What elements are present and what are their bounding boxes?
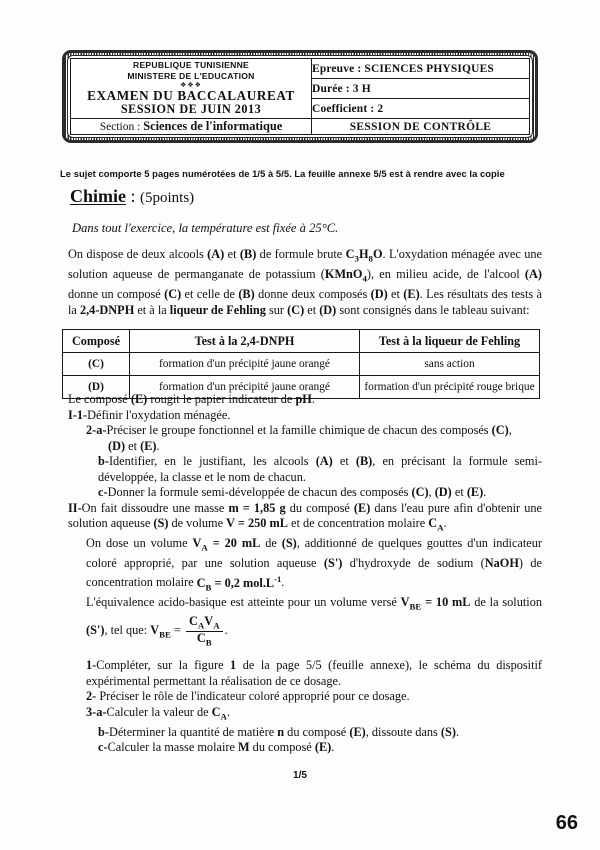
question-II-3a (68, 705, 542, 725)
header-institution-cell (71, 59, 312, 119)
qb3a-ca (211, 704, 227, 722)
compound-a: (A) (207, 247, 225, 261)
q2b-and: et (332, 454, 356, 468)
cell-fehling-d: formation d'un précipité rouge brique (360, 376, 540, 399)
exam-header-banner (62, 50, 538, 143)
equiv-t1: L'équivalence acido-basique est atteinte pour un volume versé (86, 595, 401, 610)
table-row (63, 353, 540, 376)
qb3c-compound-e: (E) (314, 740, 332, 755)
section-title-text: Chimie (70, 186, 126, 206)
stmt-t8: donne deux composés (254, 287, 371, 302)
cell-compose-c: (C) (63, 353, 130, 376)
question-2a-text: Préciser le groupe fonctionnel et la famille chimique de chacun des composés (106, 423, 492, 437)
frac-va-subscript: A (213, 620, 220, 631)
frac-cb-symbol: C (196, 630, 206, 645)
dose-t1: On dose un volume (86, 535, 193, 550)
compound-c-2: (C) (287, 302, 305, 317)
formula-h: H (358, 247, 369, 261)
question-2b-text: Identifier, en le justifiant, les alcools (108, 454, 316, 468)
qb1-t2: de la page 5/5 (feuille annexe), le schéma du dispositif expérimental permettant la réalisation de ce dosage. (86, 658, 542, 688)
intro-e-compound: (E) (130, 392, 148, 406)
fraction-denominator (186, 632, 223, 647)
question-II-3b (68, 725, 542, 741)
compound-e-note (68, 392, 542, 408)
vbe-subscript: BE (409, 601, 422, 612)
question-I-1 (68, 408, 542, 424)
cb-value: = 0,2 mol.L (211, 575, 275, 590)
fraction-numerator (186, 615, 223, 631)
vbe-value: = 10 mL (421, 595, 471, 610)
molar-mass-m: M (238, 740, 250, 755)
part2-t6: . (443, 516, 447, 530)
stmt-t7: et celle de (181, 287, 239, 302)
equals-sign: = (170, 623, 185, 638)
column-header-dnph: Test à la 2,4-DNPH (130, 330, 360, 353)
q2a-and: et (125, 438, 141, 453)
cb-exponent: -1 (274, 573, 282, 584)
question-II (68, 501, 542, 536)
qb1-t1: Compléter, sur la figure (96, 658, 231, 673)
qb3a-c-subscript: A (220, 711, 227, 722)
stmt-t5: ), en milieu acide, de l'alcool (366, 267, 525, 282)
volume-value: V = 250 mL (226, 516, 288, 530)
part2-compound-e: (E) (353, 500, 371, 515)
kmno4-k: KMnO (324, 267, 363, 282)
header-session: SESSION DE JUIN 2013 (120, 102, 262, 117)
qb3b-end: . (455, 724, 460, 739)
question-2c-number: c- (98, 485, 108, 499)
compound-b: (B) (239, 247, 257, 261)
page-count-notice: Le sujet comporte 5 pages numérotées de 1/5 à 5/5. La feuille annexe 5/5 est à rendre avec la copie (60, 168, 505, 179)
stmt-t10: . Les résultats des tests à la (68, 287, 542, 317)
header-inner-frame (67, 55, 533, 138)
q2a-cont (86, 439, 160, 453)
part2-t3: dans l'eau pure afin d'obtenir une solution aqueuse (68, 500, 542, 530)
formula-3: 3 (354, 253, 359, 264)
cell-compose-d: (D) (63, 376, 130, 399)
stmt-t2: et (224, 247, 240, 261)
volume-va (192, 535, 261, 553)
header-table (70, 58, 530, 135)
formula-o: O (372, 247, 383, 261)
folio-number: 1/5 (293, 770, 307, 781)
stmt-t4: . L'oxydation ménagée avec une solution aqueuse de permanganate de potassium ( (68, 247, 542, 282)
vbe-symbol: V (400, 595, 410, 610)
frac-cb-subscript: B (205, 637, 212, 648)
section-title-colon: : (126, 186, 141, 206)
questions-list (68, 392, 542, 756)
q2a-end: . (156, 438, 160, 453)
compound-d: (D) (370, 287, 388, 302)
molecular-formula (345, 247, 383, 264)
table-header-row (63, 330, 540, 353)
header-session-type: SESSION DE CONTRÔLE (312, 119, 530, 135)
question-2b (68, 454, 542, 485)
qb3a-text: Calculer la valeur de (106, 704, 212, 719)
equivalence-paragraph (68, 595, 542, 647)
part2-t4: de volume (168, 516, 227, 530)
concentration-ca (428, 516, 444, 533)
column-header-fehling: Test à la liqueur de Fehling (360, 330, 540, 353)
stmt-t13: et (304, 302, 320, 317)
header-coefficient: Coefficient : 2 (312, 99, 530, 119)
compound-c: (C) (164, 287, 182, 302)
q2a-compound-d: (D) (108, 438, 126, 453)
question-II-3a-number: 3-a- (86, 704, 107, 719)
cb-subscript: B (205, 581, 212, 592)
equiv-t3: , tel que: (104, 623, 151, 638)
intro-e-t1: Le composé (68, 392, 131, 406)
question-2c-text: Donner la formule semi-développée de chacun des composés (107, 485, 412, 499)
kmno4-formula (324, 267, 367, 284)
dose-solution-s: (S) (281, 535, 297, 550)
temperature-note: Dans tout l'exercice, la température est fixée à 25°C. (72, 221, 339, 235)
ca-symbol: C (428, 516, 438, 530)
test-fehling-label: liqueur de Fehling (169, 302, 266, 317)
question-II-1-number: 1- (86, 658, 97, 673)
q2c-compound-e: (E) (466, 485, 484, 499)
equation-lhs (150, 623, 171, 640)
qb3a-c-symbol: C (211, 704, 221, 719)
qb3b-t1: Déterminer la quantité de matière (108, 724, 278, 739)
cell-fehling-c: sans action (360, 353, 540, 376)
qb3b-compound-e: (E) (349, 724, 366, 739)
question-2b-number: b- (98, 454, 109, 468)
va-symbol: V (192, 535, 202, 550)
compound-a-2: (A) (524, 267, 542, 282)
formula-8: 8 (368, 253, 373, 264)
question-II-2-text: Préciser le rôle de l'indicateur coloré approprié pour ce dosage. (99, 689, 410, 704)
va-value: = 20 mL (207, 535, 261, 550)
equation-fraction (186, 615, 223, 647)
test-results-table (62, 329, 540, 399)
stmt-t12: sur (265, 302, 288, 317)
solution-s: (S) (153, 516, 169, 530)
eq-v-symbol: V (150, 623, 160, 638)
part2-t2: du composé (285, 500, 354, 515)
cell-dnph-c: formation d'un précipité jaune orangé (130, 353, 360, 376)
stmt-t3: de formule brute (256, 247, 346, 261)
q2c-end: . (483, 485, 487, 499)
header-section-cell (71, 119, 312, 135)
qb3c-end: . (331, 740, 335, 755)
qb3c-t2: du composé (249, 740, 315, 755)
question-II-number: II- (68, 500, 82, 515)
question-I-1-number: I-1- (68, 407, 88, 422)
compound-b-2: (B) (238, 287, 255, 302)
test-dnph-label: 2,4-DNPH (79, 302, 135, 317)
cell-dnph-d: formation d'un précipité jaune orangé (130, 376, 360, 399)
q2a-compound-c: (C) (491, 423, 509, 437)
dose-t3: , additionné de quelques gouttes d'un indicateur coloré approprié, par une solution aqueuse (86, 535, 542, 570)
header-epreuve: Epreuve : SCIENCES PHYSIQUES (312, 59, 530, 79)
frac-va-symbol: V (204, 614, 214, 629)
concentration-cb (196, 573, 285, 592)
header-section-label: Section : (99, 121, 144, 133)
part2-t5: et de concentration molaire (287, 516, 429, 530)
eq-v-subscript: BE (159, 629, 171, 640)
question-II-3b-number: b- (98, 724, 109, 739)
q2b-compound-b: (B) (355, 454, 373, 468)
compound-e: (E) (403, 287, 420, 302)
dose-t5: ) de concentration molaire (86, 555, 542, 590)
question-II-3c-number: c- (98, 740, 108, 755)
header-exam-title: EXAMEN DU BACCALAUREAT (87, 88, 295, 104)
solution-s-prime: (S') (323, 555, 343, 570)
qb3b-t3: , dissoute dans (365, 724, 441, 739)
qb3c-t1: Calculer la masse molaire (107, 740, 238, 755)
diamond-ornament-icon: ❖❖❖ (180, 81, 202, 90)
ph-label: pH (295, 392, 312, 406)
section-points: (5points) (140, 190, 195, 206)
question-II-1 (68, 658, 542, 689)
question-II-3c (68, 740, 542, 756)
qb3b-t2: du composé (284, 724, 350, 739)
q2a-sep: , (508, 423, 512, 437)
quantity-n: n (277, 724, 285, 739)
figure-number: 1 (230, 658, 237, 673)
exercise-statement-paragraph (68, 247, 542, 318)
formula-c: C (345, 247, 355, 261)
question-II-2 (68, 689, 542, 705)
ca-subscript: A (437, 522, 444, 533)
compound-d-2: (D) (319, 302, 337, 317)
equiv-period: . (224, 623, 228, 638)
stmt-t9: et (387, 287, 404, 302)
question-II-2-number: 2- (86, 689, 100, 704)
cb-symbol: C (196, 575, 206, 590)
stmt-t6: donne un composé (68, 287, 165, 302)
book-page-number: 66 (555, 812, 578, 834)
dosing-paragraph (68, 536, 542, 596)
dose-t4: d'hydroxyde de sodium ( (342, 555, 485, 570)
header-republic: REPUBLIQUE TUNISIENNE (132, 60, 250, 71)
page-title (70, 186, 194, 207)
column-header-compose: Composé (63, 330, 130, 353)
naoh-formula: NaOH (484, 555, 519, 570)
va-subscript: A (201, 542, 208, 553)
dose-t2: de (260, 535, 282, 550)
volume-vbe (400, 595, 471, 612)
kmno4-4: 4 (362, 273, 367, 284)
intro-e-t2: rougit le papier indicateur de (147, 392, 296, 406)
dose-t6: . (281, 575, 285, 590)
question-I-1-text: Définir l'oxydation ménagée. (87, 407, 231, 422)
q2c-compound-c: (C) (411, 485, 429, 499)
header-outer-frame (62, 50, 538, 143)
frac-ca-subscript: A (197, 620, 205, 631)
question-2a (68, 423, 542, 454)
question-2c (68, 485, 542, 501)
q2c-and: et (451, 485, 467, 499)
frac-ca-symbol: C (189, 614, 198, 629)
q2b-rest: , en précisant la formule semi-développée, la classe et le nom de chacun. (98, 454, 542, 484)
q2c-sep: , (428, 485, 435, 499)
qb3a-end: . (226, 704, 231, 719)
qb3b-solution-s: (S) (440, 724, 456, 739)
intro-e-t3: . (311, 392, 315, 406)
stmt-t11: et à la (134, 302, 170, 317)
header-ministry: MINISTERE DE L'EDUCATION (127, 70, 255, 81)
mass-value: m = 1,85 g (228, 500, 286, 515)
q2a-compound-e: (E) (140, 438, 157, 453)
stmt-t1: On dispose de deux alcools (68, 247, 208, 261)
equiv-t2: de la solution (470, 595, 542, 610)
header-duree: Durée : 3 H (312, 79, 530, 99)
header-section-value: Sciences de l'informatique (143, 119, 283, 133)
q2c-compound-d: (D) (434, 485, 452, 499)
part2-t1: On fait dissoudre une masse (81, 500, 229, 515)
q2b-compound-a: (A) (315, 454, 333, 468)
question-2a-number: 2-a- (86, 423, 107, 437)
stmt-t14: sont consignés dans le tableau suivant: (336, 302, 530, 317)
equiv-solution-s-prime: (S') (86, 623, 105, 638)
